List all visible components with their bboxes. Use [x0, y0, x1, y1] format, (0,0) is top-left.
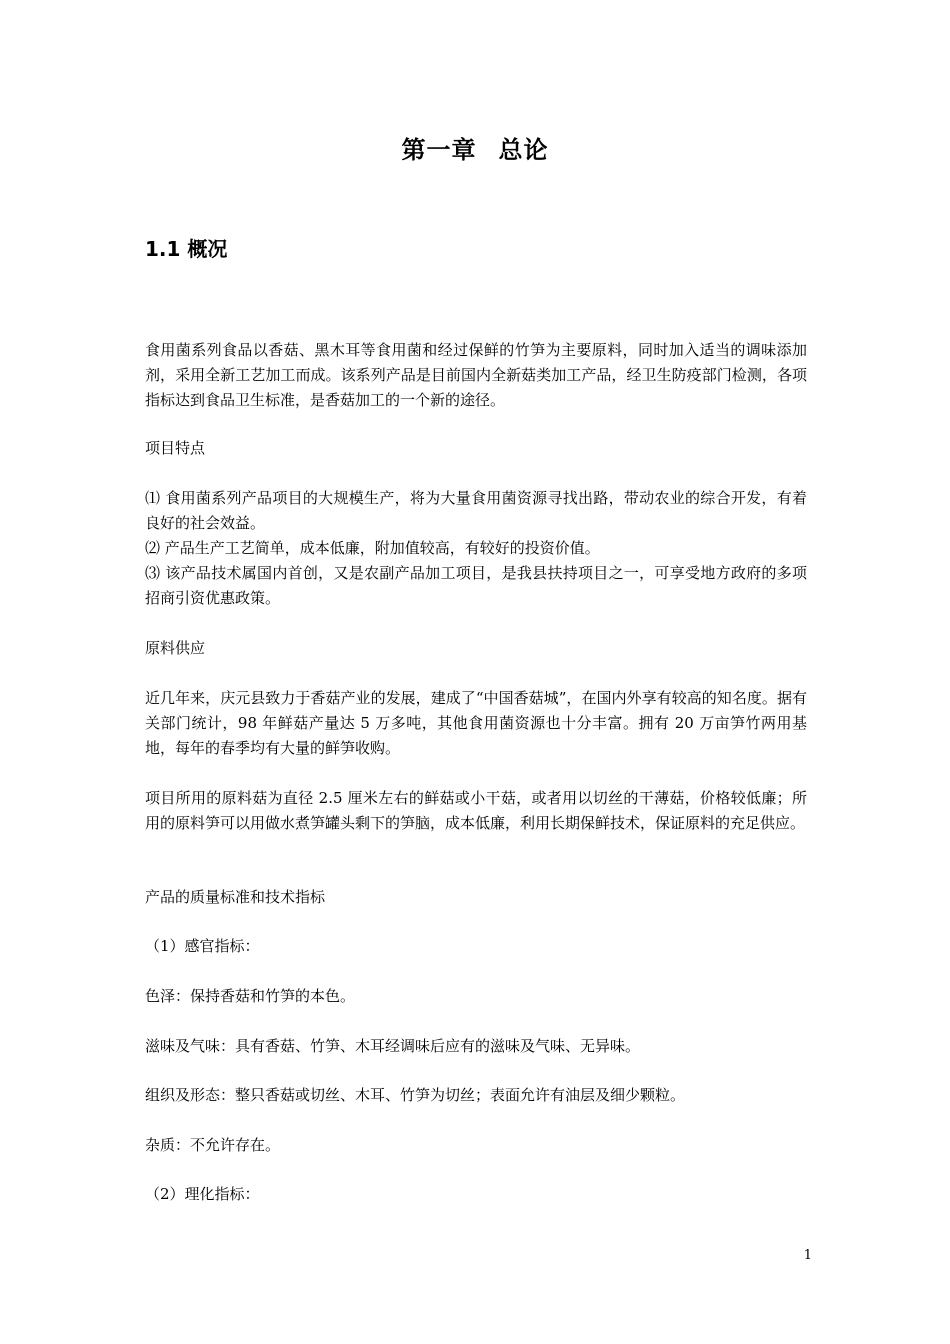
impurity-line-block: [145, 1133, 807, 1158]
supply-paragraph-1-block: [145, 686, 807, 761]
color-line: 色泽：保持香菇和竹笋的本色。: [145, 987, 356, 1005]
taste-line: 滋味及气味：具有香菇、竹笋、木耳经调味后应有的滋味及气味、无异味。: [145, 1037, 641, 1055]
feature-item-1: ⑴ 食用菌系列产品项目的大规模生产，将为大量食用菌资源寻找出路，带动农业的综合开发，有着良好的社会效益。: [145, 489, 807, 532]
texture-line: 组织及形态：整只香菇或切丝、木耳、竹笋为切丝；表面允许有油层及细少颗粒。: [145, 1086, 686, 1104]
chapter-title-number: 第一章: [401, 136, 477, 164]
physchem-heading: （2）理化指标：: [145, 1185, 260, 1203]
supply-heading-block: [145, 636, 807, 661]
intro-paragraph-block: [145, 338, 807, 413]
color-line-block: [145, 984, 807, 1009]
sensory-heading-block: [145, 934, 807, 959]
sensory-heading: （1）感官指标：: [145, 937, 260, 955]
features-heading-block: [145, 436, 807, 461]
feature-item-2: ⑵ 产品生产工艺简单，成本低廉，附加值较高，有较好的投资价值。: [145, 539, 600, 557]
physchem-heading-block: [145, 1182, 807, 1207]
intro-paragraph: 食用菌系列食品以香菇、黑木耳等食用菌和经过保鲜的竹笋为主要原料，同时加入适当的调味添加剂，采用全新工艺加工而成。该系列产品是目前国内全新菇类加工产品，经卫生防疫部门检测，各项指标达到食品卫生标准，是香菇加工的一个新的途径。: [145, 341, 807, 409]
features-list: [145, 486, 807, 611]
chapter-title: [0, 133, 950, 167]
supply-heading: 原料供应: [145, 639, 206, 657]
supply-paragraph-2-block: [145, 786, 807, 836]
taste-line-block: [145, 1034, 807, 1059]
supply-paragraph-1: 近几年来，庆元县致力于香菇产业的发展，建成了“中国香菇城”，在国内外享有较高的知名度。据有关部门统计，98 年鲜菇产量达 5 万多吨，其他食用菌资源也十分丰富。拥有 20 万亩笋竹两用基地，每年的春季均有大量的鲜笋收购。: [145, 689, 807, 757]
feature-item-3: ⑶ 该产品技术属国内首创，又是农副产品加工项目，是我县扶持项目之一，可享受地方政府的多项招商引资优惠政策。: [145, 564, 807, 607]
features-heading: 项目特点: [145, 439, 206, 457]
quality-heading: 产品的质量标准和技术指标: [145, 888, 326, 906]
section-title: 1.1 概况: [145, 237, 228, 261]
chapter-title-text: 总论: [498, 136, 549, 164]
supply-paragraph-2: 项目所用的原料菇为直径 2.5 厘米左右的鲜菇或小干菇，或者用以切丝的干薄菇，价格较低廉；所用的原料笋可以用做水煮笋罐头剩下的笋脑，成本低廉，利用长期保鲜技术，保证原料的充足供应。: [145, 789, 807, 832]
texture-line-block: [145, 1083, 807, 1108]
impurity-line: 杂质：不允许存在。: [145, 1136, 281, 1154]
page-number: 1: [803, 1248, 812, 1263]
quality-heading-block: [145, 885, 807, 910]
